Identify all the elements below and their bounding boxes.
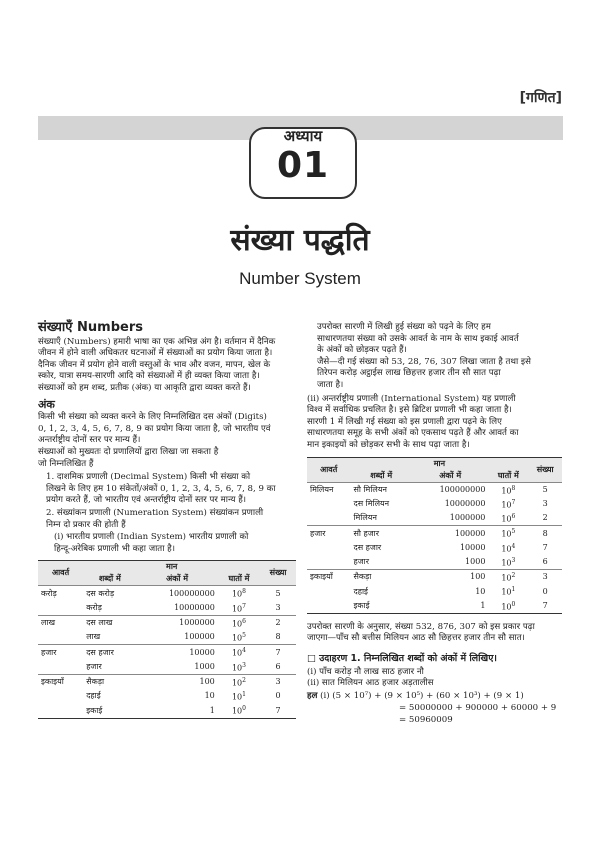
power-base: 10 [231, 589, 243, 599]
header-value: मान [350, 457, 528, 470]
cell-count: 3 [260, 674, 296, 689]
header-value: मान [83, 561, 260, 574]
cell-words: दहाई [353, 586, 368, 596]
text-line: संख्याएँ (Numbers) हमारी भाषा का एक अभिन्न अंग है। वर्तमान में दैनिक [38, 336, 276, 347]
numeration-system-item [38, 508, 296, 531]
text-line: लिखने के लिए हम 10 संकेतों/अंकों 0, 1, 2, 3, 4, 5, 6, 7, 8, 9 का [46, 483, 276, 494]
subject-tag: [गणित] [519, 90, 562, 106]
text-line: 2. संख्यांकन प्रणाली (Numeration System) संख्यांकन प्रणाली [46, 507, 264, 518]
power-base: 10 [231, 619, 243, 629]
text-line: संख्याओं को हम शब्द, प्रतीक (अंक) या आकृति द्वारा व्यक्त करते हैं। [38, 382, 251, 393]
text-line: स्कोर, यात्रा समय-सारणी आदि को संख्याओं में ही व्यक्त किया जाता है। [38, 371, 260, 382]
header-count: संख्या [260, 561, 296, 586]
header-period: आवर्त [38, 561, 83, 586]
header-powers: घातों में [488, 470, 528, 483]
cell-digits: 10000000 [444, 499, 486, 509]
cell-words: करोड़ [86, 602, 102, 612]
example-title: □ उदाहरण 1. निम्नलिखित शब्दों को अंकों में लिखिए। [307, 652, 497, 664]
power-base: 10 [501, 587, 512, 597]
reading-paragraph [307, 322, 565, 392]
power-exponent: 0 [511, 600, 516, 608]
cell-power [488, 555, 528, 570]
power-base: 10 [501, 529, 512, 539]
cell-count: 5 [260, 586, 296, 601]
power-exponent: 2 [511, 572, 516, 580]
cell-period [307, 555, 350, 570]
table-row [307, 511, 562, 526]
cell-count: 6 [542, 557, 548, 567]
text-line: के अंकों को छोड़कर पढ़ते हैं। [317, 345, 407, 356]
text-line: अन्तर्राष्ट्रीय दोनों स्तर पर मान्य हैं। [38, 435, 141, 446]
chapter-title-english: Number System [239, 269, 361, 288]
reading-example-paragraph [307, 622, 565, 645]
indian-system-item [38, 532, 296, 555]
power-exponent: 6 [242, 617, 246, 625]
cell-digits: 1000 [465, 557, 486, 567]
header-digits: अंकों में [412, 470, 488, 483]
cell-power [218, 586, 260, 601]
solution-line: = 50960009 [399, 714, 453, 725]
chapter-title-hindi: संख्या पद्धति [230, 223, 370, 258]
cell-power [218, 630, 260, 645]
power-base: 10 [501, 544, 512, 554]
power-exponent: 1 [511, 586, 516, 594]
cell-power [488, 511, 528, 526]
chapter-label: अध्याय [283, 127, 323, 145]
cell-period: इकाइयाँ [307, 570, 350, 585]
table-row [307, 541, 562, 555]
text-line: 1. दाशमिक प्रणाली (Decimal System) किसी भी संख्या को [46, 472, 251, 483]
table-row [38, 645, 296, 660]
cell-digits: 1 [209, 705, 215, 715]
text-line: साधारणतया समूह के सभी अंकों को एकसाथ पढ़ते हैं और आवर्त का [307, 428, 519, 439]
cell-power [488, 570, 528, 585]
cell-words: दस हजार [83, 645, 136, 660]
power-base: 10 [501, 514, 512, 524]
header-words: शब्दों में [350, 470, 411, 483]
section-title: संख्याएँ Numbers [38, 320, 143, 335]
indian-system-table [38, 560, 296, 718]
power-base: 10 [231, 706, 243, 716]
cell-words: इकाई [353, 600, 370, 610]
example-items [307, 667, 565, 690]
power-base: 10 [501, 486, 512, 496]
power-base: 10 [501, 602, 512, 612]
cell-digits: 100000000 [136, 586, 217, 601]
cell-count: 3 [528, 570, 562, 585]
cell-digits: 100 [136, 674, 217, 689]
power-base: 10 [231, 692, 243, 702]
cell-period [307, 584, 350, 598]
power-base: 10 [501, 500, 512, 510]
power-exponent: 2 [242, 676, 246, 684]
cell-power [488, 482, 528, 497]
cell-words: सैकड़ा [83, 674, 136, 689]
text-line: प्रयोग करते हैं, जो भारतीय एवं अन्तर्राष्ट्रीय दोनों स्तर पर मान्य हैं। [46, 495, 247, 506]
power-exponent: 5 [242, 632, 246, 640]
cell-digits: 10 [475, 586, 486, 596]
power-exponent: 8 [511, 484, 516, 492]
cell-count: 7 [542, 542, 548, 552]
cell-count: 6 [275, 661, 281, 671]
cell-words: हजार [353, 557, 369, 567]
cell-digits: 100000 [184, 632, 215, 642]
text-line: साधारणतया संख्या को उसके आवर्त के नाम के साथ इकाई आवर्त [317, 333, 519, 344]
header-powers: घातों में [218, 573, 260, 586]
ank-heading: अंक [38, 397, 55, 411]
text-line: निम्न दो प्रकार की होती हैं [46, 519, 126, 530]
power-exponent: 6 [511, 513, 516, 521]
cell-count: 3 [542, 499, 548, 509]
table-row [307, 570, 562, 585]
cell-words: इकाई [86, 705, 103, 715]
table-row [38, 660, 296, 675]
solution-line: (i) (5 × 10⁷) + (9 × 10⁵) + (60 × 10³) + (9 × 1) [320, 690, 524, 701]
cell-period [38, 703, 83, 718]
text-line: संख्याओं को मुख्यतः दो प्रणालियों द्वारा लिखा जा सकता है [38, 446, 219, 457]
cell-words: दहाई [86, 691, 101, 701]
table-row [38, 630, 296, 645]
text-line: तिरेपन करोड़ अट्ठाईस लाख छिहत्तर हजार तीन सौ सात पढ़ा [317, 368, 501, 379]
cell-power [218, 645, 260, 660]
cell-power [488, 526, 528, 541]
table-row [307, 555, 562, 570]
cell-words: हजार [86, 661, 102, 671]
cell-power [488, 541, 528, 555]
power-exponent: 7 [242, 602, 246, 610]
cell-period [307, 599, 350, 614]
cell-period: लाख [38, 615, 83, 630]
cell-count: 7 [542, 600, 548, 610]
text-line: (ii) अन्तर्राष्ट्रीय प्रणाली (International System) यह प्रणाली [307, 393, 516, 404]
solution-line: = 50000000 + 900000 + 60000 + 9 [399, 702, 557, 713]
power-base: 10 [231, 648, 243, 658]
text-line: किसी भी संख्या को व्यक्त करने के लिए निम्नलिखित दस अंकों (Digits) [38, 412, 267, 423]
cell-words: मिलियन [353, 513, 377, 523]
cell-power [218, 703, 260, 718]
decimal-system-item [38, 472, 296, 507]
intro-paragraph [38, 337, 296, 395]
text-line: जो निम्नलिखित हैं [38, 458, 94, 469]
cell-digits: 1000000 [449, 513, 486, 523]
text-line: (i) पाँच करोड़ नौ लाख साठ हजार नौ [307, 666, 424, 677]
power-base: 10 [231, 604, 243, 614]
power-exponent: 8 [242, 588, 246, 596]
cell-count: 0 [275, 691, 281, 701]
cell-count: 2 [542, 513, 548, 523]
cell-count: 7 [275, 705, 281, 715]
table-row [307, 497, 562, 511]
text-line: दैनिक जीवन में प्रयोग होने वाली वस्तुओं के भाव और वजन, मापन, खेल के [38, 359, 271, 370]
cell-count: 2 [260, 615, 296, 630]
power-exponent: 4 [242, 647, 246, 655]
table-row [307, 526, 562, 541]
cell-words: दस लाख [83, 615, 136, 630]
power-exponent: 5 [511, 528, 516, 536]
cell-words: दस मिलियन [353, 499, 390, 509]
header-count: संख्या [528, 457, 562, 482]
power-exponent: 3 [242, 661, 246, 669]
cell-count: 7 [260, 645, 296, 660]
power-exponent: 0 [242, 705, 246, 713]
cell-words: लाख [86, 632, 101, 642]
table-row [38, 689, 296, 703]
right-column [307, 322, 565, 726]
text-line: सारणी 1 में लिखी गई संख्या को इस प्रणाली द्वारा पढ़ने के लिए [307, 416, 502, 427]
cell-period: हजार [307, 526, 350, 541]
solution-block [307, 690, 565, 726]
cell-period [38, 630, 83, 645]
cell-digits: 1 [480, 600, 486, 610]
cell-digits: 10000 [136, 645, 217, 660]
power-exponent: 7 [511, 498, 516, 506]
text-line: विश्व में सर्वाधिक प्रचलित है। इसे ब्रिटिश प्रणाली भी कहा जाता है। [307, 405, 512, 416]
cell-count: 5 [528, 482, 562, 497]
ank-paragraph [38, 412, 296, 470]
chapter-number: 01 [276, 145, 330, 186]
cell-period [38, 601, 83, 616]
text-line: मान इकाइयों को छोड़कर सभी के साथ पढ़ा जाता है। [307, 439, 470, 450]
cell-period [307, 541, 350, 555]
cell-words: दस हजार [353, 542, 382, 552]
international-system-table [307, 457, 562, 614]
cell-digits: 100000 [412, 526, 488, 541]
cell-words: सैकड़ा [350, 570, 411, 585]
cell-words: दस करोड़ [83, 586, 136, 601]
text-line: उपरोक्त सारणी के अनुसार, संख्या 532, 876, 307 को इस प्रकार पढ़ा [307, 621, 535, 632]
cell-period [38, 689, 83, 703]
text-line: 0, 1, 2, 3, 4, 5, 6, 7, 8, 9 का प्रयोग किया जाता है, जो भारतीय एवं [38, 423, 271, 434]
table-row [38, 615, 296, 630]
power-base: 10 [231, 663, 243, 673]
text-line: जीवन में होने वाली अधिकतर घटनाओं में संख्याओं का प्रयोग किया जाता है। [38, 348, 273, 359]
header-period: आवर्त [307, 457, 350, 482]
cell-period [307, 511, 350, 526]
cell-power [218, 689, 260, 703]
text-line: जाएगा—पाँच सौ बत्तीस मिलियन आठ सौ छिहत्तर हजार तीन सौ सात। [307, 633, 525, 644]
table-row [38, 601, 296, 616]
cell-count: 0 [542, 586, 548, 596]
table-row [307, 584, 562, 598]
left-column [38, 322, 296, 719]
power-exponent: 4 [511, 542, 516, 550]
cell-power [488, 497, 528, 511]
cell-period: करोड़ [38, 586, 83, 601]
cell-digits: 10 [204, 691, 215, 701]
table-row [38, 586, 296, 601]
cell-power [488, 584, 528, 598]
cell-count: 8 [528, 526, 562, 541]
solution-label: हल [307, 690, 318, 701]
chapter-badge [249, 127, 357, 199]
international-system-item [307, 394, 565, 452]
cell-period [307, 497, 350, 511]
power-base: 10 [231, 633, 243, 643]
cell-digits: 1000000 [136, 615, 217, 630]
cell-words: सौ हजार [350, 526, 411, 541]
text-line: जैसे—दी गई संख्या को 53, 28, 76, 307 लिखा जाता है तथा इसे [317, 356, 531, 367]
table-row [38, 674, 296, 689]
table-row [307, 482, 562, 497]
power-base: 10 [231, 678, 243, 688]
cell-digits: 1000 [194, 661, 215, 671]
text-line: हिन्दू-अरेबिक प्रणाली भी कहा जाता है। [54, 543, 175, 554]
power-exponent: 3 [511, 556, 516, 564]
cell-digits: 100 [412, 570, 488, 585]
cell-power [218, 660, 260, 675]
text-line: (i) भारतीय प्रणाली (Indian System) भारतीय प्रणाली को [54, 532, 249, 543]
text-line: जाता है। [317, 379, 344, 390]
header-words: शब्दों में [83, 573, 136, 586]
cell-digits: 100000000 [412, 482, 488, 497]
cell-count: 8 [275, 632, 281, 642]
cell-period: हजार [38, 645, 83, 660]
table-row [38, 703, 296, 718]
cell-digits: 10000 [459, 542, 486, 552]
cell-digits: 10000000 [174, 602, 215, 612]
cell-power [218, 601, 260, 616]
text-line: (ii) सात मिलियन आठ हजार अड़तालीस [307, 678, 434, 689]
cell-power [218, 674, 260, 689]
power-base: 10 [501, 573, 512, 583]
cell-period: इकाइयाँ [38, 674, 83, 689]
cell-power [488, 599, 528, 614]
header-digits: अंकों में [136, 573, 217, 586]
cell-power [218, 615, 260, 630]
cell-count: 3 [275, 602, 281, 612]
text-line: उपरोक्त सारणी में लिखी हुई संख्या को पढ़ने के लिए हम [317, 322, 491, 332]
table-row [307, 599, 562, 614]
cell-period: मिलियन [307, 482, 350, 497]
power-base: 10 [501, 558, 512, 568]
cell-words: सौ मिलियन [350, 482, 411, 497]
power-exponent: 1 [242, 691, 246, 699]
cell-period [38, 660, 83, 675]
